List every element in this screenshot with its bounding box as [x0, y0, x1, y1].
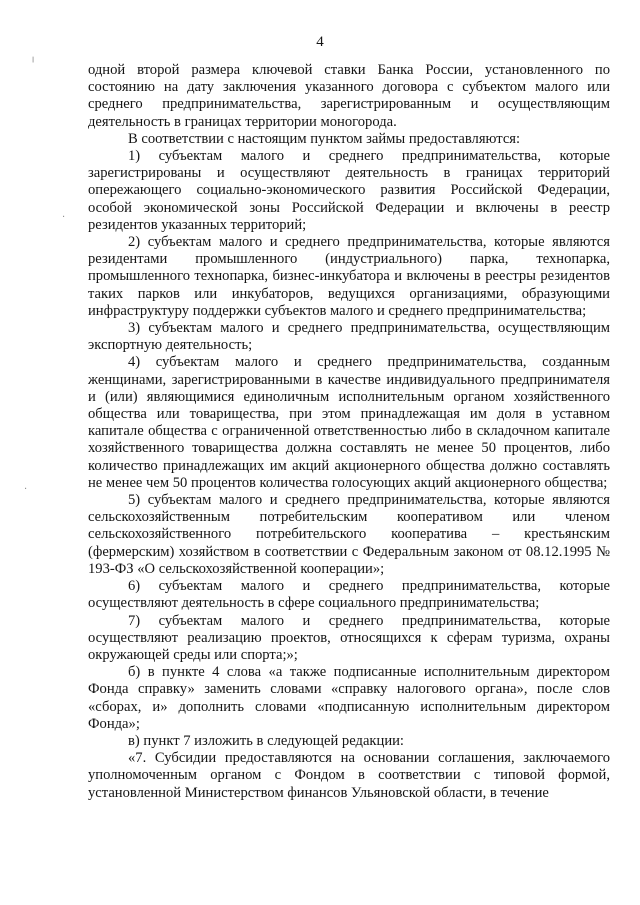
list-item-2: 2) субъектам малого и среднего предпринимательства, которые являются резидентами промышленного (индустриального) парка, технопарка, промышленного технопарка, бизнес-инкубатора и включены в реестры резидентов таких парков или инкубаторов, ведущихся организациями, образующими инфраструктуру поддержки субъектов малого и среднего предпринимательства; [88, 234, 610, 319]
list-item-7: 7) субъектам малого и среднего предпринимательства, которые осуществляют реализацию проектов, относящихся к сферам туризма, охраны окружающей среды или спорта;»; [88, 612, 610, 663]
document-body [88, 62, 610, 802]
scan-mark-top: ╷ [30, 52, 37, 63]
list-item-3: 3) субъектам малого и среднего предпринимательства, осуществляющим экспортную деятельность; [88, 320, 610, 354]
paragraph-continuation: одной второй размера ключевой ставки Банка России, установленного по состоянию на дату заключения указанного договора с субъектом малого или среднего предпринимательства, зарегистрированным и осуществляющим деятельность в границах территории моногорода. [88, 62, 610, 130]
list-item-6: 6) субъектам малого и среднего предпринимательства, которые осуществляют деятельность в сфере социального предпринимательства; [88, 578, 610, 612]
scan-mark-middle: · [24, 484, 28, 495]
list-item-1: 1) субъектам малого и среднего предпринимательства, которые зарегистрированы и осуществляют деятельность в границах территорий опережающего социально-экономического развития Российской Федерации, особой экономической зоны Российской Федерации и включены в реестр резидентов указанных территорий; [88, 148, 610, 233]
paragraph-intro: В соответствии с настоящим пунктом займы предоставляются: [128, 130, 521, 147]
scan-mark-left: · [62, 212, 66, 223]
clause-7: «7. Субсидии предоставляются на основании соглашения, заключаемого уполномоченным органом с Фондом в соответствии с типовой формой, установленной Министерством финансов Ульяновской области, в течение [88, 750, 610, 801]
amendment-v: в) пункт 7 изложить в следующей редакции: [128, 732, 404, 749]
page-number: 4 [316, 34, 324, 50]
list-item-5: 5) субъектам малого и среднего предпринимательства, которые являются сельскохозяйственным потребительским кооперативом или членом сельскохозяйственного потребительского кооператива – крестьянским (фермерским) хозяйством в соответствии с Федеральным законом от 08.12.1995 № 193-ФЗ «О сельскохозяйственной кооперации»; [88, 492, 610, 577]
amendment-b: б) в пункте 4 слова «а также подписанные исполнительным директором Фонда справку» заменить словами «справку налогового органа», после слов «сборах, и» дополнить словами «подписанную исполнительным директором Фонда»; [88, 664, 610, 732]
list-item-4: 4) субъектам малого и среднего предпринимательства, созданным женщинами, зарегистрированными в качестве индивидуального предпринимателя и (или) являющимися единоличным исполнительным органом хозяйственного общества или товарищества, при этом принадлежащая им доля в уставном капитале общества с ограниченной ответственностью либо в складочном капитале хозяйственного товарищества должна составлять не менее 50 процентов, либо количество принадлежащих им акций акционерного общества должно составлять не менее чем 50 процентов количества голосующих акций акционерного общества; [88, 354, 610, 491]
